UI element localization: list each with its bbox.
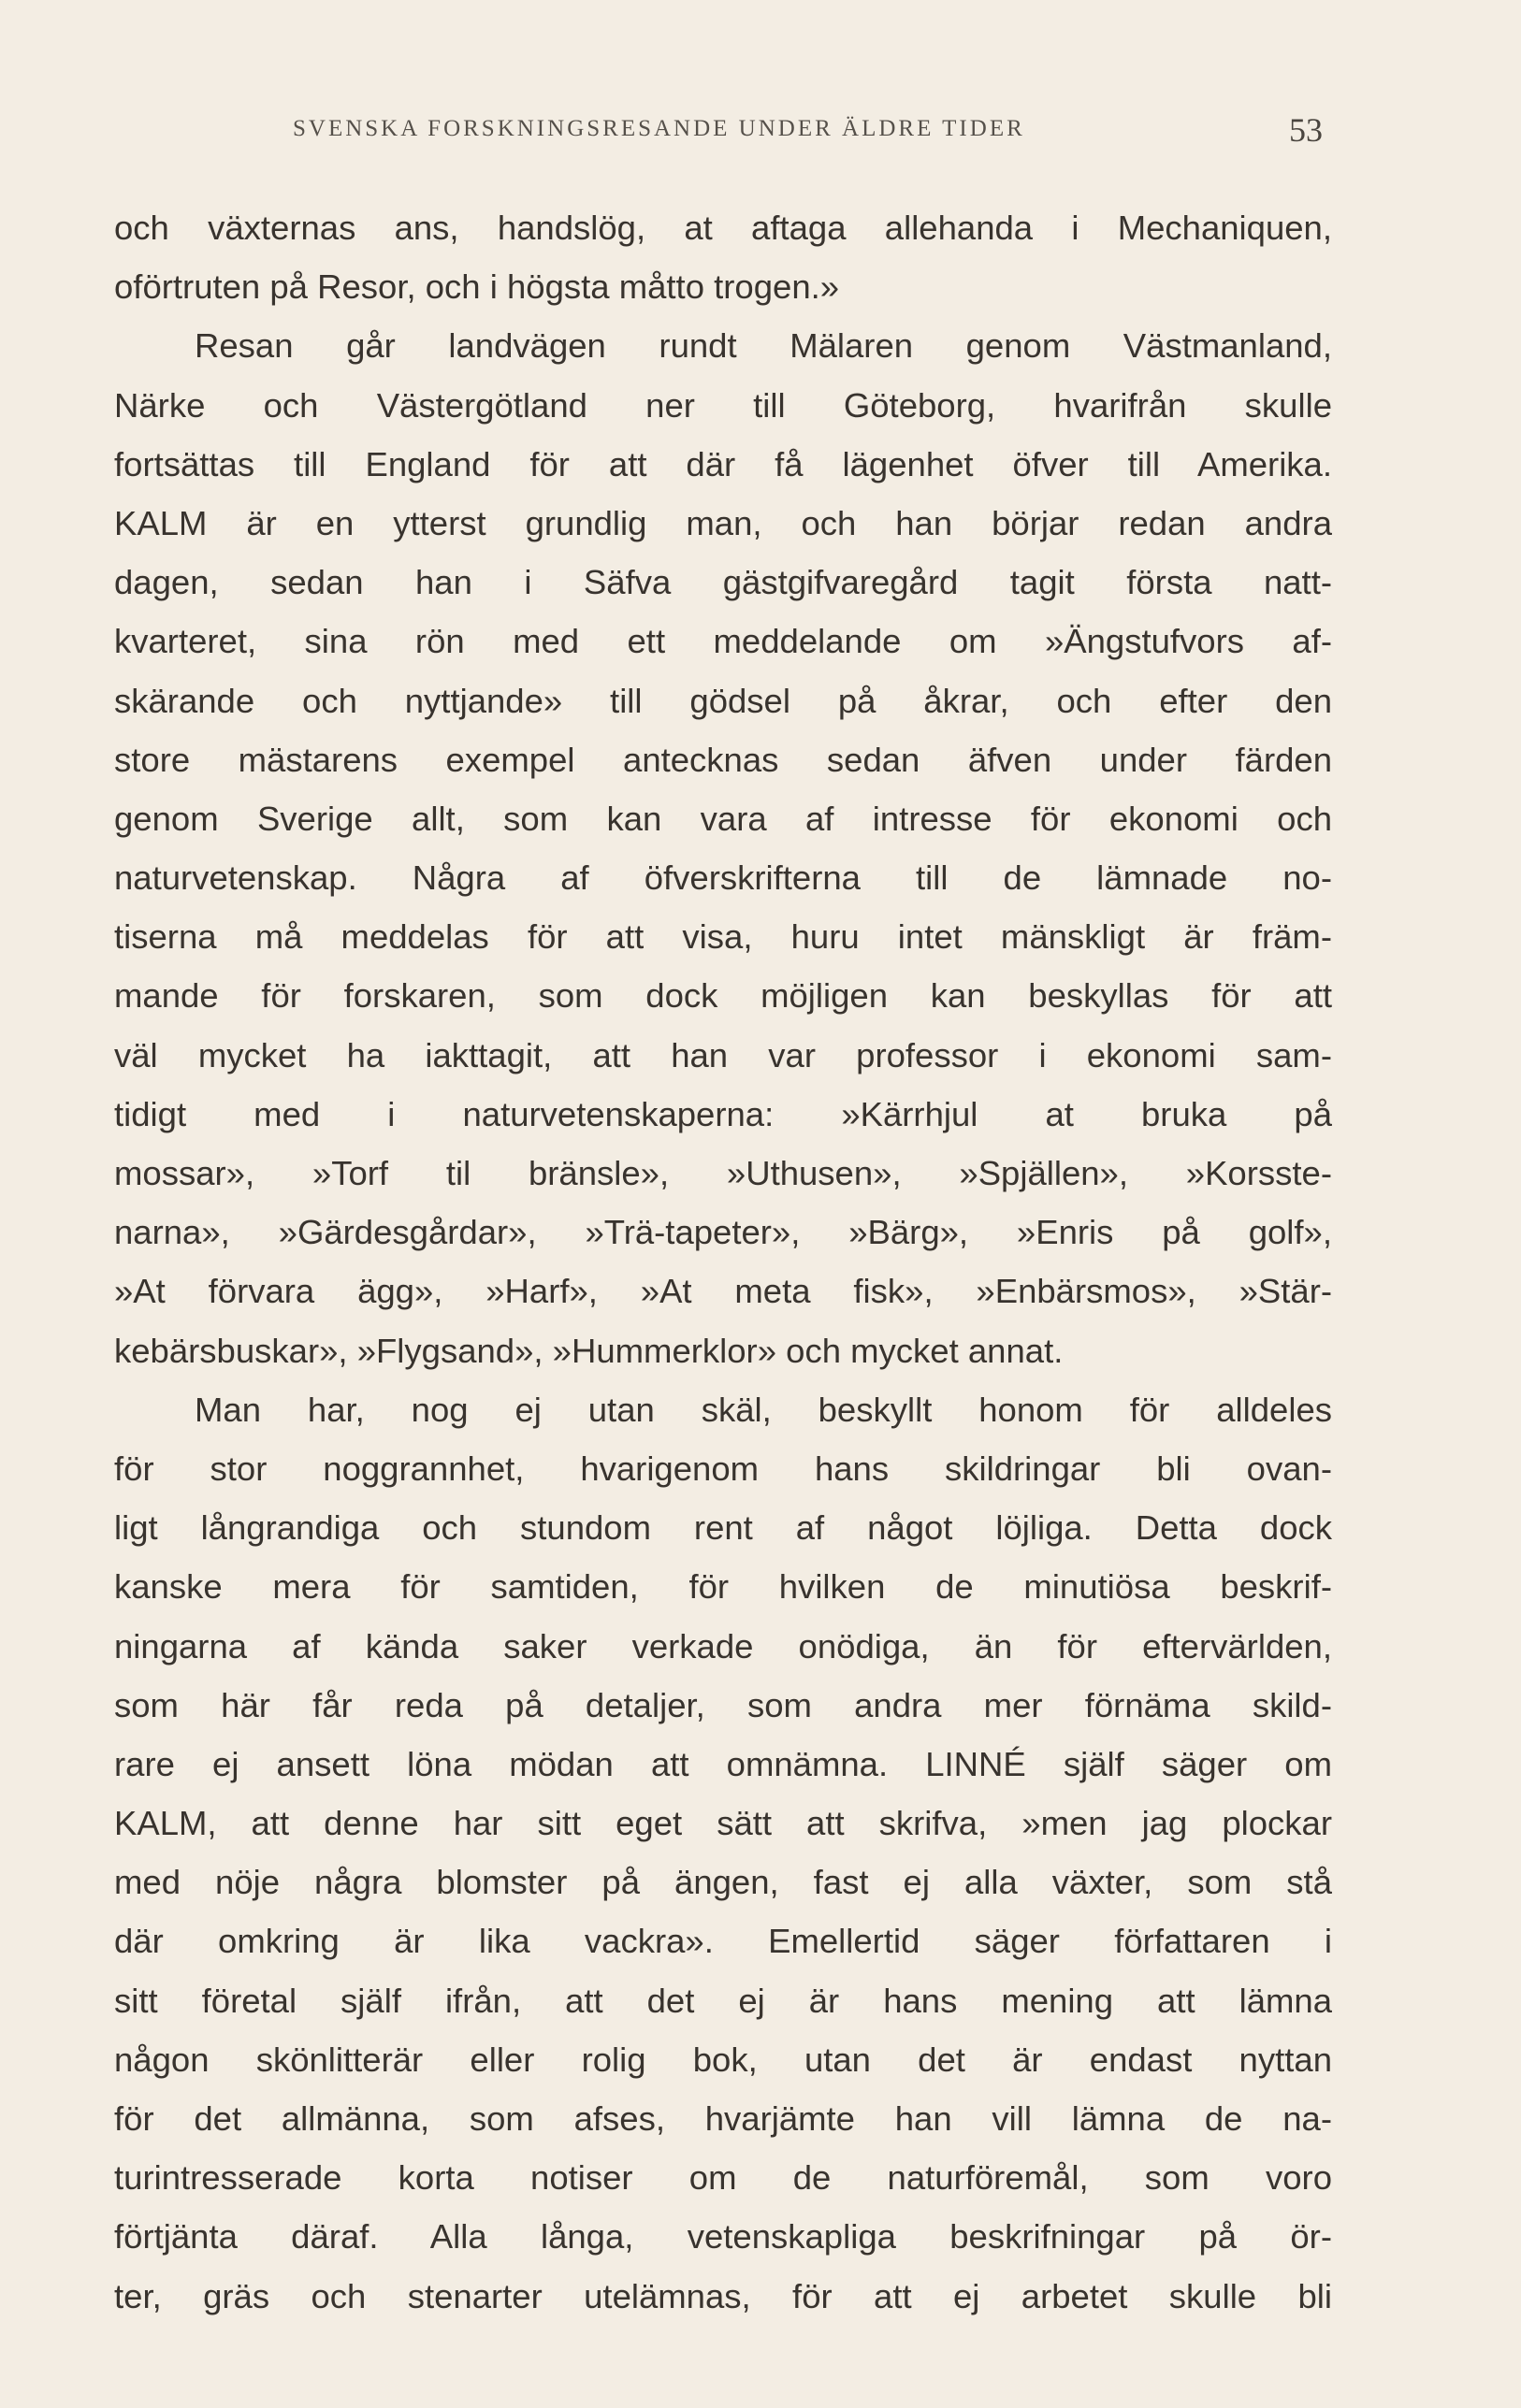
text-line: och växternas ans, handslög, at aftaga allehanda i Mechaniquen,: [114, 209, 1332, 247]
text-line: någon skönlitterär eller rolig bok, utan det är endast nyttan: [114, 2040, 1332, 2079]
text-line: fortsättas till England för att där få lägenhet öfver till Amerika.: [114, 444, 1332, 483]
text-line: tidigt med i naturvetenskaperna: »Kärrhjul at bruka på: [114, 1094, 1332, 1133]
page-number: 53: [1289, 111, 1323, 149]
text-line: store mästarens exempel antecknas sedan äfven under färden: [114, 740, 1332, 779]
text-line: väl mycket ha iakttagit, att han var professor i ekonomi sam-: [114, 1035, 1332, 1074]
text-line: tiserna må meddelas för att visa, huru intet mänskligt är främ-: [114, 917, 1332, 957]
text-line: naturvetenskap. Några af öfverskrifterna till de lämnade no-: [114, 858, 1332, 898]
text-line: turintresserade korta notiser om de naturföremål, som voro: [114, 2158, 1332, 2198]
text-line: ter, gräs och stenarter utelämnas, för att ej arbetet skulle bli: [114, 2276, 1332, 2315]
text-line: KALM är en ytterst grundlig man, och han börjar redan andra: [114, 503, 1332, 542]
text-line: som här får reda på detaljer, som andra mer förnäma skild-: [114, 1685, 1332, 1724]
text-line: kebärsbuskar», »Flygsand», »Hummerklor» och mycket annat.: [114, 1331, 1064, 1370]
text-line: mande för forskaren, som dock möjligen kan beskyllas för att: [114, 976, 1332, 1016]
text-line: där omkring är lika vackra». Emellertid säger författaren i: [114, 1922, 1332, 1961]
text-line: ningarna af kända saker verkade onödiga, än för eftervärlden,: [114, 1626, 1332, 1665]
text-line: KALM, att denne har sitt eget sätt att skrifva, »men jag plockar: [114, 1804, 1332, 1843]
body-text: [114, 198, 1332, 2326]
text-line: »At förvara ägg», »Harf», »At meta fisk», »Enbärsmos», »Stär-: [114, 1272, 1332, 1311]
text-line: Närke och Västergötland ner till Göteborg, hvarifrån skulle: [114, 385, 1332, 425]
text-line: genom Sverige allt, som kan vara af intresse för ekonomi och: [114, 799, 1332, 838]
text-line: förtjänta däraf. Alla långa, vetenskapliga beskrifningar på ör-: [114, 2217, 1332, 2257]
text-line: för det allmänna, som afses, hvarjämte han vill lämna de na-: [114, 2099, 1332, 2138]
running-title: SVENSKA FORSKNINGSRESANDE UNDER ÄLDRE TIDER: [293, 116, 1025, 141]
text-line: narna», »Gärdesgårdar», »Trä-tapeter», »Bärg», »Enris på golf»,: [114, 1213, 1332, 1252]
text-line: sitt företal själf ifrån, att det ej är hans mening att lämna: [114, 1981, 1332, 2020]
text-line: ligt långrandiga och stundom rent af något löjliga. Detta dock: [114, 1508, 1332, 1548]
text-line: Man har, nog ej utan skäl, beskyllt honom för alldeles: [195, 1390, 1332, 1429]
text-line: oförtruten på Resor, och i högsta måtto trogen.»: [114, 267, 840, 307]
text-line: kanske mera för samtiden, för hvilken de minutiösa beskrif-: [114, 1567, 1332, 1607]
text-line: Resan går landvägen rundt Mälaren genom Västmanland,: [195, 326, 1332, 366]
text-line: kvarteret, sina rön med ett meddelande om »Ängstufvors af-: [114, 622, 1332, 661]
text-line: dagen, sedan han i Säfva gästgifvaregård tagit första natt-: [114, 563, 1332, 602]
text-line: med nöje några blomster på ängen, fast ej alla växter, som stå: [114, 1863, 1332, 1902]
text-line: skärande och nyttjande» till gödsel på åkrar, och efter den: [114, 681, 1332, 720]
text-line: rare ej ansett löna mödan att omnämna. LINNÉ själf säger om: [114, 1744, 1332, 1783]
text-line: för stor noggrannhet, hvarigenom hans skildringar bli ovan-: [114, 1449, 1332, 1488]
text-line: mossar», »Torf til bränsle», »Uthusen», »Spjällen», »Korsste-: [114, 1154, 1332, 1192]
